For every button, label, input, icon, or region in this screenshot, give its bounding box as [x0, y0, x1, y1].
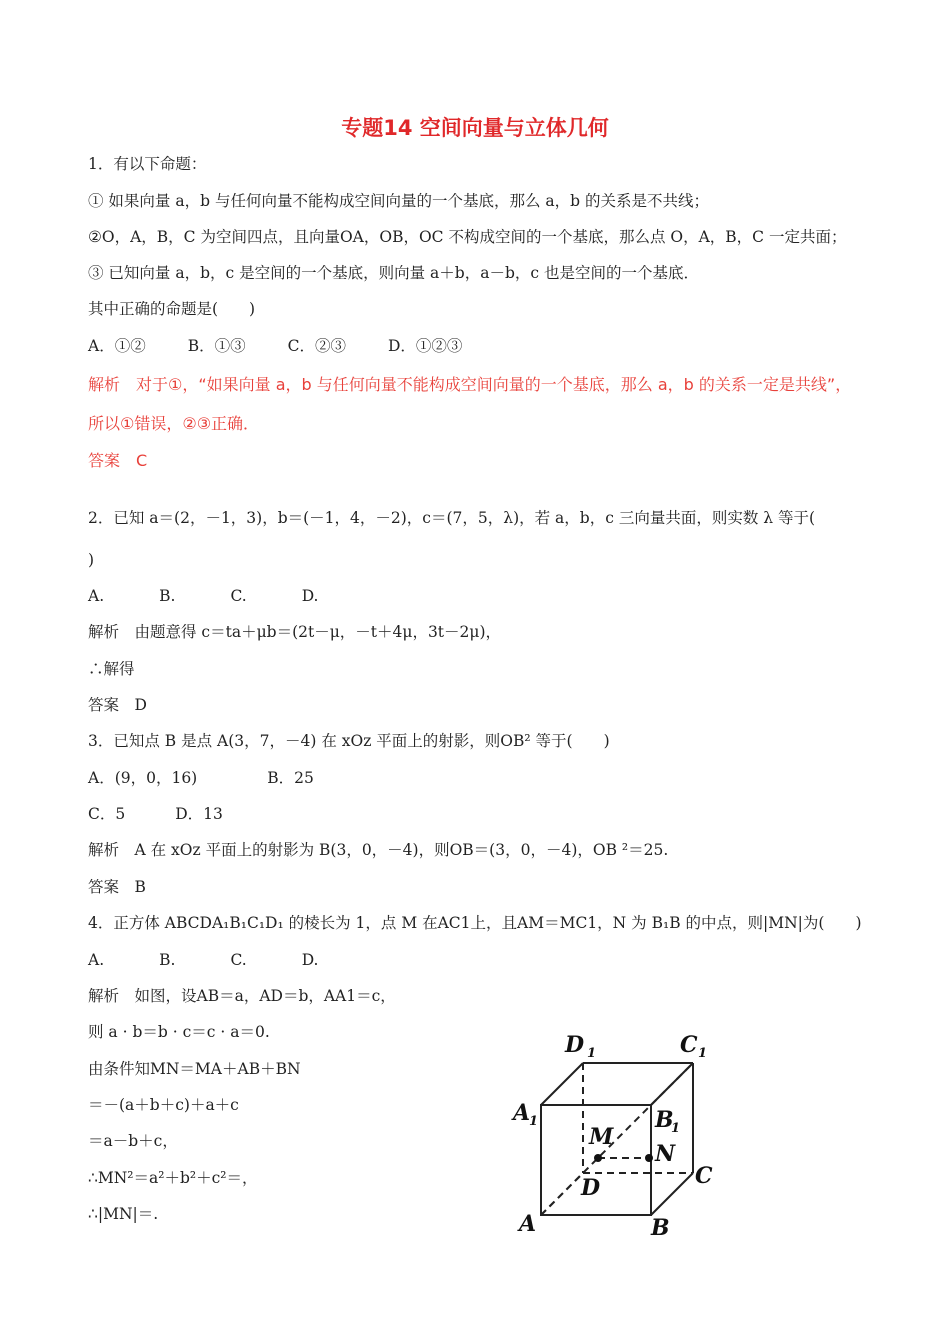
label-d1-sub: 1: [587, 1046, 597, 1061]
label-b: B: [651, 1215, 670, 1241]
edge-a1d1: [541, 1063, 583, 1105]
q1-analysis-line1: 解析 对于①，“如果向量 a，b 与任何向量不能构成空间向量的一个基底，那么 a，b 的关系一定是共线”，: [88, 375, 852, 394]
label-d1: D: [565, 1032, 585, 1058]
q4-analysis: 解析 如图，设AB＝a，AD＝b，AA1＝c，: [88, 987, 396, 1005]
label-c1: C: [680, 1032, 698, 1058]
option-b: B．25: [267, 769, 314, 787]
cube-figure: [505, 1025, 735, 1245]
option-a: A．(9，0，16): [88, 769, 198, 787]
option-b: B．①③: [187, 337, 246, 355]
q1-question: 其中正确的命题是( ): [88, 300, 256, 318]
q2-stem: 2．已知 a＝(2，－1，3)，b＝(－1，4，－2)，c＝(7，5，λ)，若 a，b，c 三向量共面，则实数 λ 等于(: [88, 509, 816, 527]
option-b: B.: [159, 587, 176, 605]
option-c: C.: [230, 951, 247, 969]
label-n: N: [655, 1141, 676, 1167]
label-c: C: [695, 1163, 713, 1189]
option-c: C．5: [88, 805, 126, 823]
q4-step-2: 由条件知MN＝MA＋AB＋BN: [88, 1060, 301, 1078]
q1-stem: 1．有以下命题：: [88, 155, 207, 173]
page-title: 专题14 空间向量与立体几何: [341, 116, 609, 140]
q3-options-row2: [88, 803, 265, 825]
q4-step-3: ＝－(a＋b＋c)＋a＋c: [88, 1096, 239, 1114]
option-a: A.: [88, 587, 105, 605]
option-d: D．13: [175, 805, 223, 823]
option-b: B.: [159, 951, 176, 969]
label-c1-sub: 1: [698, 1046, 708, 1061]
point-m: [594, 1154, 602, 1162]
label-a1-sub: 1: [529, 1114, 539, 1129]
q3-answer: 答案 B: [88, 878, 146, 896]
q4-options: [88, 949, 374, 971]
label-a: A: [519, 1211, 537, 1237]
label-b1: B: [655, 1107, 674, 1133]
q2-options: [88, 585, 374, 607]
q1-proposition-3: ③ 已知向量 a，b，c 是空间的一个基底，则向量 a＋b，a－b，c 也是空间的一个基底．: [88, 264, 699, 282]
q1-proposition-1: ① 如果向量 a，b 与任何向量不能构成空间向量的一个基底，那么 a，b 的关系是不共线；: [88, 192, 709, 210]
q2-solve: ∴解得: [88, 660, 135, 678]
q2-analysis: 解析 由题意得 c＝ta＋μb＝(2t－μ，－t＋4μ，3t－2μ)，: [88, 623, 502, 641]
q2-stem-end: ): [88, 551, 95, 569]
q1-answer: 答案 C: [88, 451, 148, 470]
option-d: D．①②③: [387, 337, 463, 355]
q2-answer: 答案 D: [88, 696, 147, 714]
q4-step-6: ∴|MN|＝.: [88, 1205, 159, 1223]
point-n: [645, 1154, 653, 1162]
q1-proposition-2: ②O，A，B，C 为空间四点，且向量OA，OB，OC 不构成空间的一个基底，那么点 O，A，B，C 一定共面；: [88, 228, 847, 246]
q1-analysis-line2: 所以①错误，②③正确．: [88, 414, 260, 433]
option-c: C.: [230, 587, 247, 605]
option-a: A.: [88, 951, 105, 969]
option-d: D.: [301, 951, 319, 969]
label-a1: A: [513, 1100, 531, 1126]
option-c: C．②③: [287, 337, 346, 355]
option-a: A．①②: [88, 337, 146, 355]
label-m: M: [589, 1124, 614, 1150]
diagonal-ac1: [541, 1063, 693, 1215]
q4-step-5: ∴MN²＝a²＋b²＋c²＝，: [88, 1169, 258, 1187]
label-b1-sub: 1: [671, 1121, 681, 1136]
option-d: D.: [301, 587, 319, 605]
q3-options-row1: [88, 767, 356, 789]
q1-options: [88, 335, 504, 357]
label-d: D: [581, 1175, 601, 1201]
q4-step-1: 则 a · b＝b · c＝c · a＝0.: [88, 1023, 270, 1041]
q4-step-4: ＝a－b＋c，: [88, 1132, 178, 1150]
edge-bc: [651, 1173, 693, 1215]
q4-stem: 4．正方体 ABCDA₁B₁C₁D₁ 的棱长为 1，点 M 在AC1上，且AM＝MC1，N 为 B₁B 的中点，则|MN|为( ): [88, 914, 862, 932]
q3-analysis: 解析 A 在 xOz 平面上的射影为 B(3，0，－4)，则OB＝(3，0，－4)，OB ²＝25.: [88, 841, 669, 859]
q3-stem: 3．已知点 B 是点 A(3，7，－4) 在 xOz 平面上的射影，则OB² 等于( ): [88, 732, 610, 750]
